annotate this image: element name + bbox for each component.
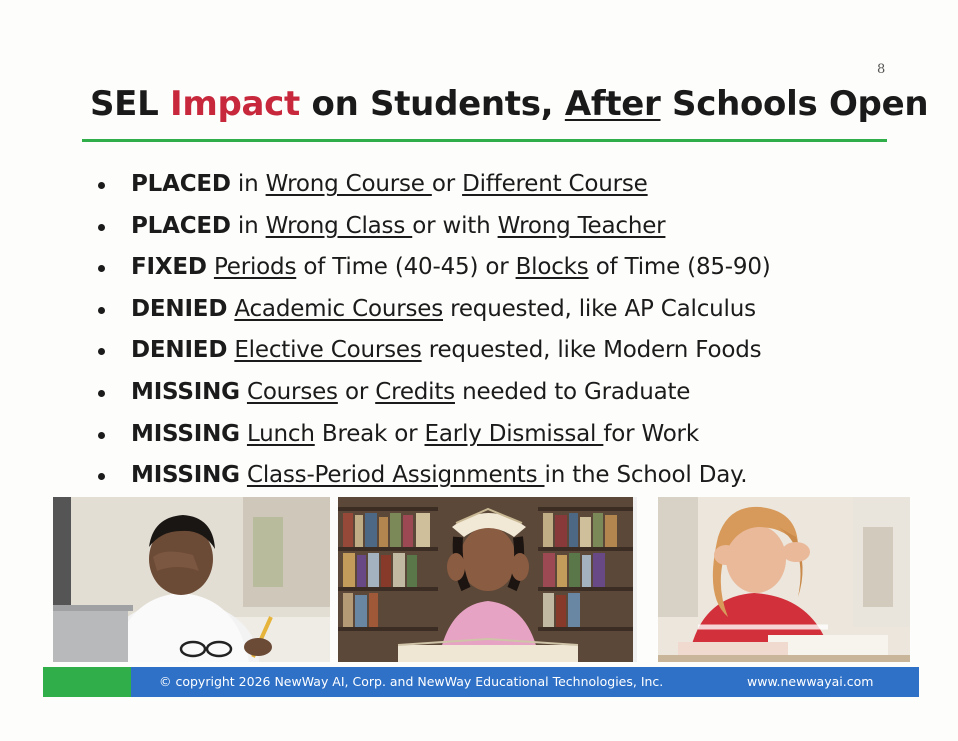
- bullet-underlined-text: Academic Courses: [234, 295, 443, 322]
- footer-bar: [43, 667, 919, 697]
- footer-website-link[interactable]: www.newwayai.com: [747, 674, 874, 689]
- bullet-text: for Work: [603, 420, 699, 447]
- bullet-dot-icon: [98, 224, 105, 231]
- bullet-item: [96, 332, 771, 374]
- bullet-item: [96, 291, 771, 333]
- bullet-text: requested, like AP Calculus: [443, 295, 756, 322]
- photo-illustration-icon: [658, 497, 910, 662]
- bullet-keyword: MISSING: [131, 462, 240, 489]
- bullet-keyword: FIXED: [131, 254, 207, 281]
- bullet-text: in: [230, 171, 266, 197]
- bullet-underlined-text: Periods: [213, 254, 297, 281]
- page-number: 8: [877, 62, 886, 77]
- photo-illustration-icon: [53, 497, 330, 662]
- bullet-dot-icon: [98, 265, 105, 272]
- bullet-underlined-text: Elective Courses: [234, 337, 422, 364]
- bullet-text: Break or: [314, 420, 425, 447]
- title-part-2: on Students,: [299, 84, 565, 124]
- bullet-text: in the School Day.: [544, 462, 748, 489]
- bullet-text: of Time (85-90): [588, 254, 771, 281]
- bullet-item: [96, 249, 771, 291]
- title-part-3: Schools Open: [660, 84, 929, 124]
- bullet-underlined-text: Wrong Class: [265, 212, 413, 239]
- bullet-dot-icon: [98, 348, 105, 355]
- bullet-underlined-text: Class-Period Assignments: [246, 462, 545, 489]
- footer-copyright: © copyright 2026 NewWay AI, Corp. and NewWay Educational Technologies, Inc.: [159, 674, 664, 689]
- bullet-text: in: [230, 212, 266, 239]
- bullet-underlined-text: Wrong Teacher: [497, 212, 666, 239]
- footer-green-block: [43, 667, 131, 697]
- bullet-keyword: MISSING: [131, 378, 240, 405]
- photo-strip: [53, 497, 910, 662]
- bullet-underlined-text: Wrong Course: [265, 171, 432, 197]
- stressed-student-library-photo: [338, 497, 637, 662]
- bullet-text: requested, like Modern Foods: [421, 337, 762, 364]
- photo-illustration-icon: [338, 497, 637, 662]
- bullet-item: [96, 208, 771, 250]
- bullet-item: [96, 416, 771, 458]
- stressed-student-laptop-photo: [53, 497, 330, 662]
- bullet-underlined-text: Early Dismissal: [424, 420, 604, 447]
- bullet-text: [207, 254, 214, 280]
- title-divider: [82, 139, 887, 142]
- bullet-text: or: [337, 378, 376, 405]
- bullet-dot-icon: [98, 307, 105, 314]
- bullet-text: [240, 379, 247, 405]
- bullet-keyword: MISSING: [131, 420, 240, 447]
- bullet-dot-icon: [98, 432, 105, 439]
- bullet-underlined-text: Lunch: [246, 420, 315, 447]
- slide-title: [90, 84, 928, 124]
- bullet-underlined-text: Credits: [375, 378, 455, 405]
- bullet-dot-icon: [98, 182, 105, 189]
- title-accent-word: Impact: [170, 84, 300, 124]
- bullet-item: [96, 457, 771, 499]
- bullet-text: [240, 421, 247, 447]
- bullet-text: needed to Graduate: [454, 378, 691, 405]
- bullet-dot-icon: [98, 473, 105, 480]
- bullet-underlined-text: Courses: [246, 378, 338, 405]
- stressed-student-desk-photo: [658, 497, 910, 662]
- bullet-item: [96, 166, 771, 208]
- bullet-keyword: PLACED: [131, 171, 231, 197]
- title-part-1: SEL: [90, 84, 171, 124]
- bullet-list: [96, 166, 771, 499]
- bullet-text: or: [431, 171, 463, 197]
- bullet-underlined-text: Blocks: [515, 254, 589, 281]
- bullet-underlined-text: Different Course: [462, 171, 648, 197]
- bullet-text: [240, 462, 247, 488]
- bullet-keyword: DENIED: [131, 295, 228, 322]
- bullet-item: [96, 374, 771, 416]
- bullet-dot-icon: [98, 390, 105, 397]
- bullet-text: or with: [412, 212, 498, 239]
- title-underlined-word: After: [564, 84, 661, 124]
- bullet-text: of Time (40-45) or: [296, 254, 516, 281]
- bullet-keyword: PLACED: [131, 212, 231, 239]
- bullet-keyword: DENIED: [131, 337, 228, 364]
